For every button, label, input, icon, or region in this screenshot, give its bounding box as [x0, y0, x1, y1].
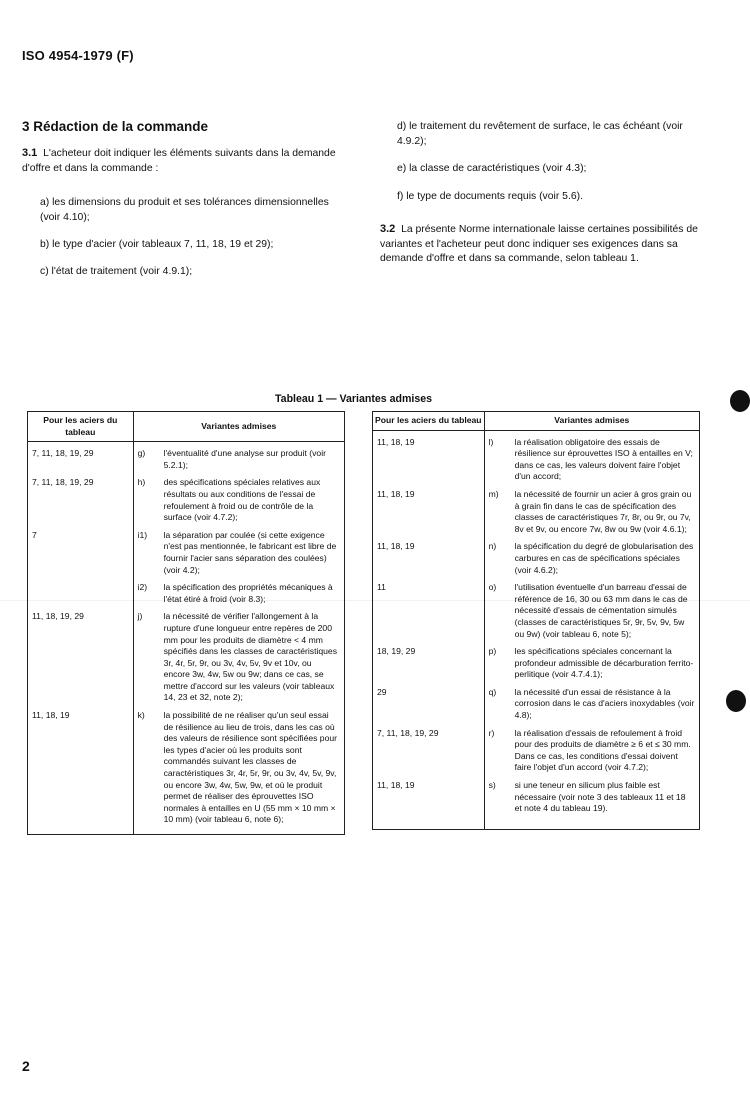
variant-text: la séparation par coulée (si cette exigence n'est pas mentionnée, le fabricant est libre de fournir l'acier sans séparation des coulées) (voir 4.2); [163, 529, 337, 575]
table-row [373, 681, 700, 722]
steel-list: 7, 11, 18, 19, 29 [377, 727, 439, 738]
variant-letter: k) [137, 710, 145, 721]
steel-list: 11, 18, 19 [377, 541, 415, 552]
column-header-steels: Pour les aciers du tableau [28, 412, 134, 442]
variant-letter: i1) [137, 529, 148, 540]
paragraph-3-2 [380, 222, 708, 267]
list-item-c: c) l'état de traitement (voir 4.9.1); [40, 266, 193, 277]
paragraph-text: L'acheteur doit indiquer les éléments suivants dans la demande d'offre et dans la commande : [22, 148, 336, 174]
table-row [373, 774, 700, 815]
variant-letter: j) [137, 611, 143, 622]
variant-text: la nécessité d'un essai de résistance à la corrosion dans le cas d'aciers inoxydables (voir 4.8); [514, 686, 695, 721]
variant-text: des spécifications spéciales relatives aux résultats ou aux conditions de l'essai de refoulement à froid ou de contrôle de la surface (voir 4.7.2); [163, 477, 321, 523]
variant-text: les spécifications spéciales concernant la profondeur admissible de décarburation ferrito-perlitique (voir 4.7.4.1); [514, 646, 694, 680]
variant-text: l'éventualité d'une analyse sur produit (voir 5.2.1); [163, 448, 326, 470]
steel-list: 11, 18, 19 [32, 710, 70, 721]
variant-text: l'utilisation éventuelle d'un barreau d'essai de référence de 16, 30 ou 63 mm dans le cas de nécessité d'essais de cémentation simulés (classes de caractéristiques 5r, 9r, 5v, 9v, 5w ou 9w) (voir tableau 6, note 5); [514, 582, 688, 639]
table-row [28, 576, 345, 605]
variant-text: la spécification des propriétés mécaniques à l'état étiré à froid (voir 8.3); [163, 582, 333, 604]
list-item-b: b) le type d'acier (voir tableaux 7, 11, 18, 19 et 29); [40, 239, 274, 250]
steel-list: 11, 18, 19 [377, 780, 415, 791]
document-header: ISO 4954-1979 (F) [22, 48, 134, 63]
variant-text: la nécessité de fournir un acier à gros grain ou à grain fin dans le cas de spécification des classes de caractéristiques 7r, 8r, ou 9r, ou 7v, 8v et 9v, ou encore 7w, 8w ou 9w (voir 4.6.1); [514, 488, 692, 534]
list-item-e: e) la classe de caractéristiques (voir 4.3); [397, 163, 587, 174]
binder-hole-mark [726, 690, 746, 712]
paragraph-text: La présente Norme internationale laisse certaines possibilités de variantes et l'acheteur peut donc indiquer ses exigences dans sa demande d'offre et dans sa commande, selon tableau 1. [380, 224, 698, 264]
table-row [373, 722, 700, 774]
table-row [28, 471, 345, 523]
paragraph-number: 3.2 [380, 223, 396, 235]
variant-letter: p) [488, 646, 497, 657]
steel-list: 11, 18, 19 [377, 436, 415, 447]
list-item-d: d) le traitement du revêtement de surface, le cas échéant (voir 4.9.2); [397, 121, 683, 147]
table-row [28, 524, 345, 576]
steel-list [28, 576, 133, 582]
variant-text: la nécessité de vérifier l'allongement à la rupture d'une longueur entre repères de 200 mm pour les produits de diamètre < 4 mm spécifiés dans les classes de caractéristiques 3r, 4r, 5r, 9r, ou 3v, 4v, 5v, 9v et 10v, ou encore 3w, 4w, 5w ou 9w; dans ce cas, se mettre d'accord sur les valeurs (voir tableaux 14, 23 et 32, note 2); [163, 611, 337, 703]
variant-letter: h) [137, 477, 146, 488]
paragraph-3-1 [22, 146, 352, 176]
column-header-variants: Variantes admises [484, 412, 699, 431]
variants-table-left [27, 411, 345, 835]
table-row [373, 483, 700, 535]
steel-list: 11 [377, 582, 386, 593]
list-item-f: f) le type de documents requis (voir 5.6). [397, 191, 583, 202]
steel-list: 18, 19, 29 [377, 646, 416, 657]
section-title: 3 Rédaction de la commande [22, 119, 209, 134]
variant-text: si une teneur en silicum plus faible est nécessaire (voir note 3 des tableaux 11 et 18 et note 4 du tableau 19). [514, 780, 686, 814]
variant-text: la réalisation obligatoire des essais de résilience sur éprouvettes ISO à entailles en V; dans ce cas, les valeurs doivent faire l'objet d'un accord; [514, 436, 693, 482]
table-row [28, 704, 345, 826]
steel-list: 7, 11, 18, 19, 29 [32, 477, 94, 488]
table-row [373, 576, 700, 640]
paragraph-number: 3.1 [22, 147, 38, 159]
steel-list: 7, 11, 18, 19, 29 [32, 448, 94, 459]
variant-text: la réalisation d'essais de refoulement à froid pour des produits de diamètre ≥ 6 et ≤ 30 mm. Dans ce cas, les conditions d'essai doivent faire l'objet d'un accord (voir 4.7.2); [514, 727, 691, 773]
steel-list: 11, 18, 19, 29 [32, 611, 84, 622]
page-number: 2 [22, 1058, 30, 1074]
list-item-a: a) les dimensions du produit et ses tolérances dimensionnelles (voir 4.10); [40, 197, 329, 223]
table-row [28, 442, 345, 472]
binder-hole-mark [730, 390, 750, 412]
variant-text: la spécification du degré de globularisation des carbures en cas de spécifications spéciales (voir 4.6.2); [514, 541, 694, 575]
variants-table-right [372, 411, 700, 830]
variant-letter: r) [488, 727, 495, 738]
variant-letter: q) [488, 686, 497, 697]
table-row [373, 640, 700, 681]
table-title: Tableau 1 — Variantes admises [275, 393, 433, 405]
table-row [28, 605, 345, 704]
variant-text: la possibilité de ne réaliser qu'un seul essai de résilience au lieu de trois, dans les cas où des valeurs de résilience sont spécifiées pour les types d'acier où les produits sont commandés suivant les classes de caractéristiques 3r, 4r, 5r, 9r, ou 3v, 4v, 5v, 9v, ou encore 3w, 4w, 5w, 9w, et où le produit permet de réaliser des éprouvettes ISO normales à entailles en U (55 mm × 10 mm × 10 mm) (voir tableau 6, note 6); [163, 710, 338, 825]
column-header-variants: Variantes admises [133, 412, 344, 442]
steel-list: 11, 18, 19 [377, 488, 415, 499]
variant-letter: l) [488, 436, 494, 447]
variant-letter: n) [488, 541, 497, 552]
variant-letter: s) [488, 780, 496, 791]
table-row [373, 430, 700, 483]
steel-list: 29 [377, 686, 387, 697]
variant-letter: g) [137, 448, 146, 459]
steel-list: 7 [32, 529, 37, 540]
variant-letter: o) [488, 582, 497, 593]
variant-letter: i2) [137, 582, 148, 593]
variant-letter: m) [488, 488, 499, 499]
column-header-steels: Pour les aciers du tableau [373, 412, 485, 431]
table-row [373, 535, 700, 576]
